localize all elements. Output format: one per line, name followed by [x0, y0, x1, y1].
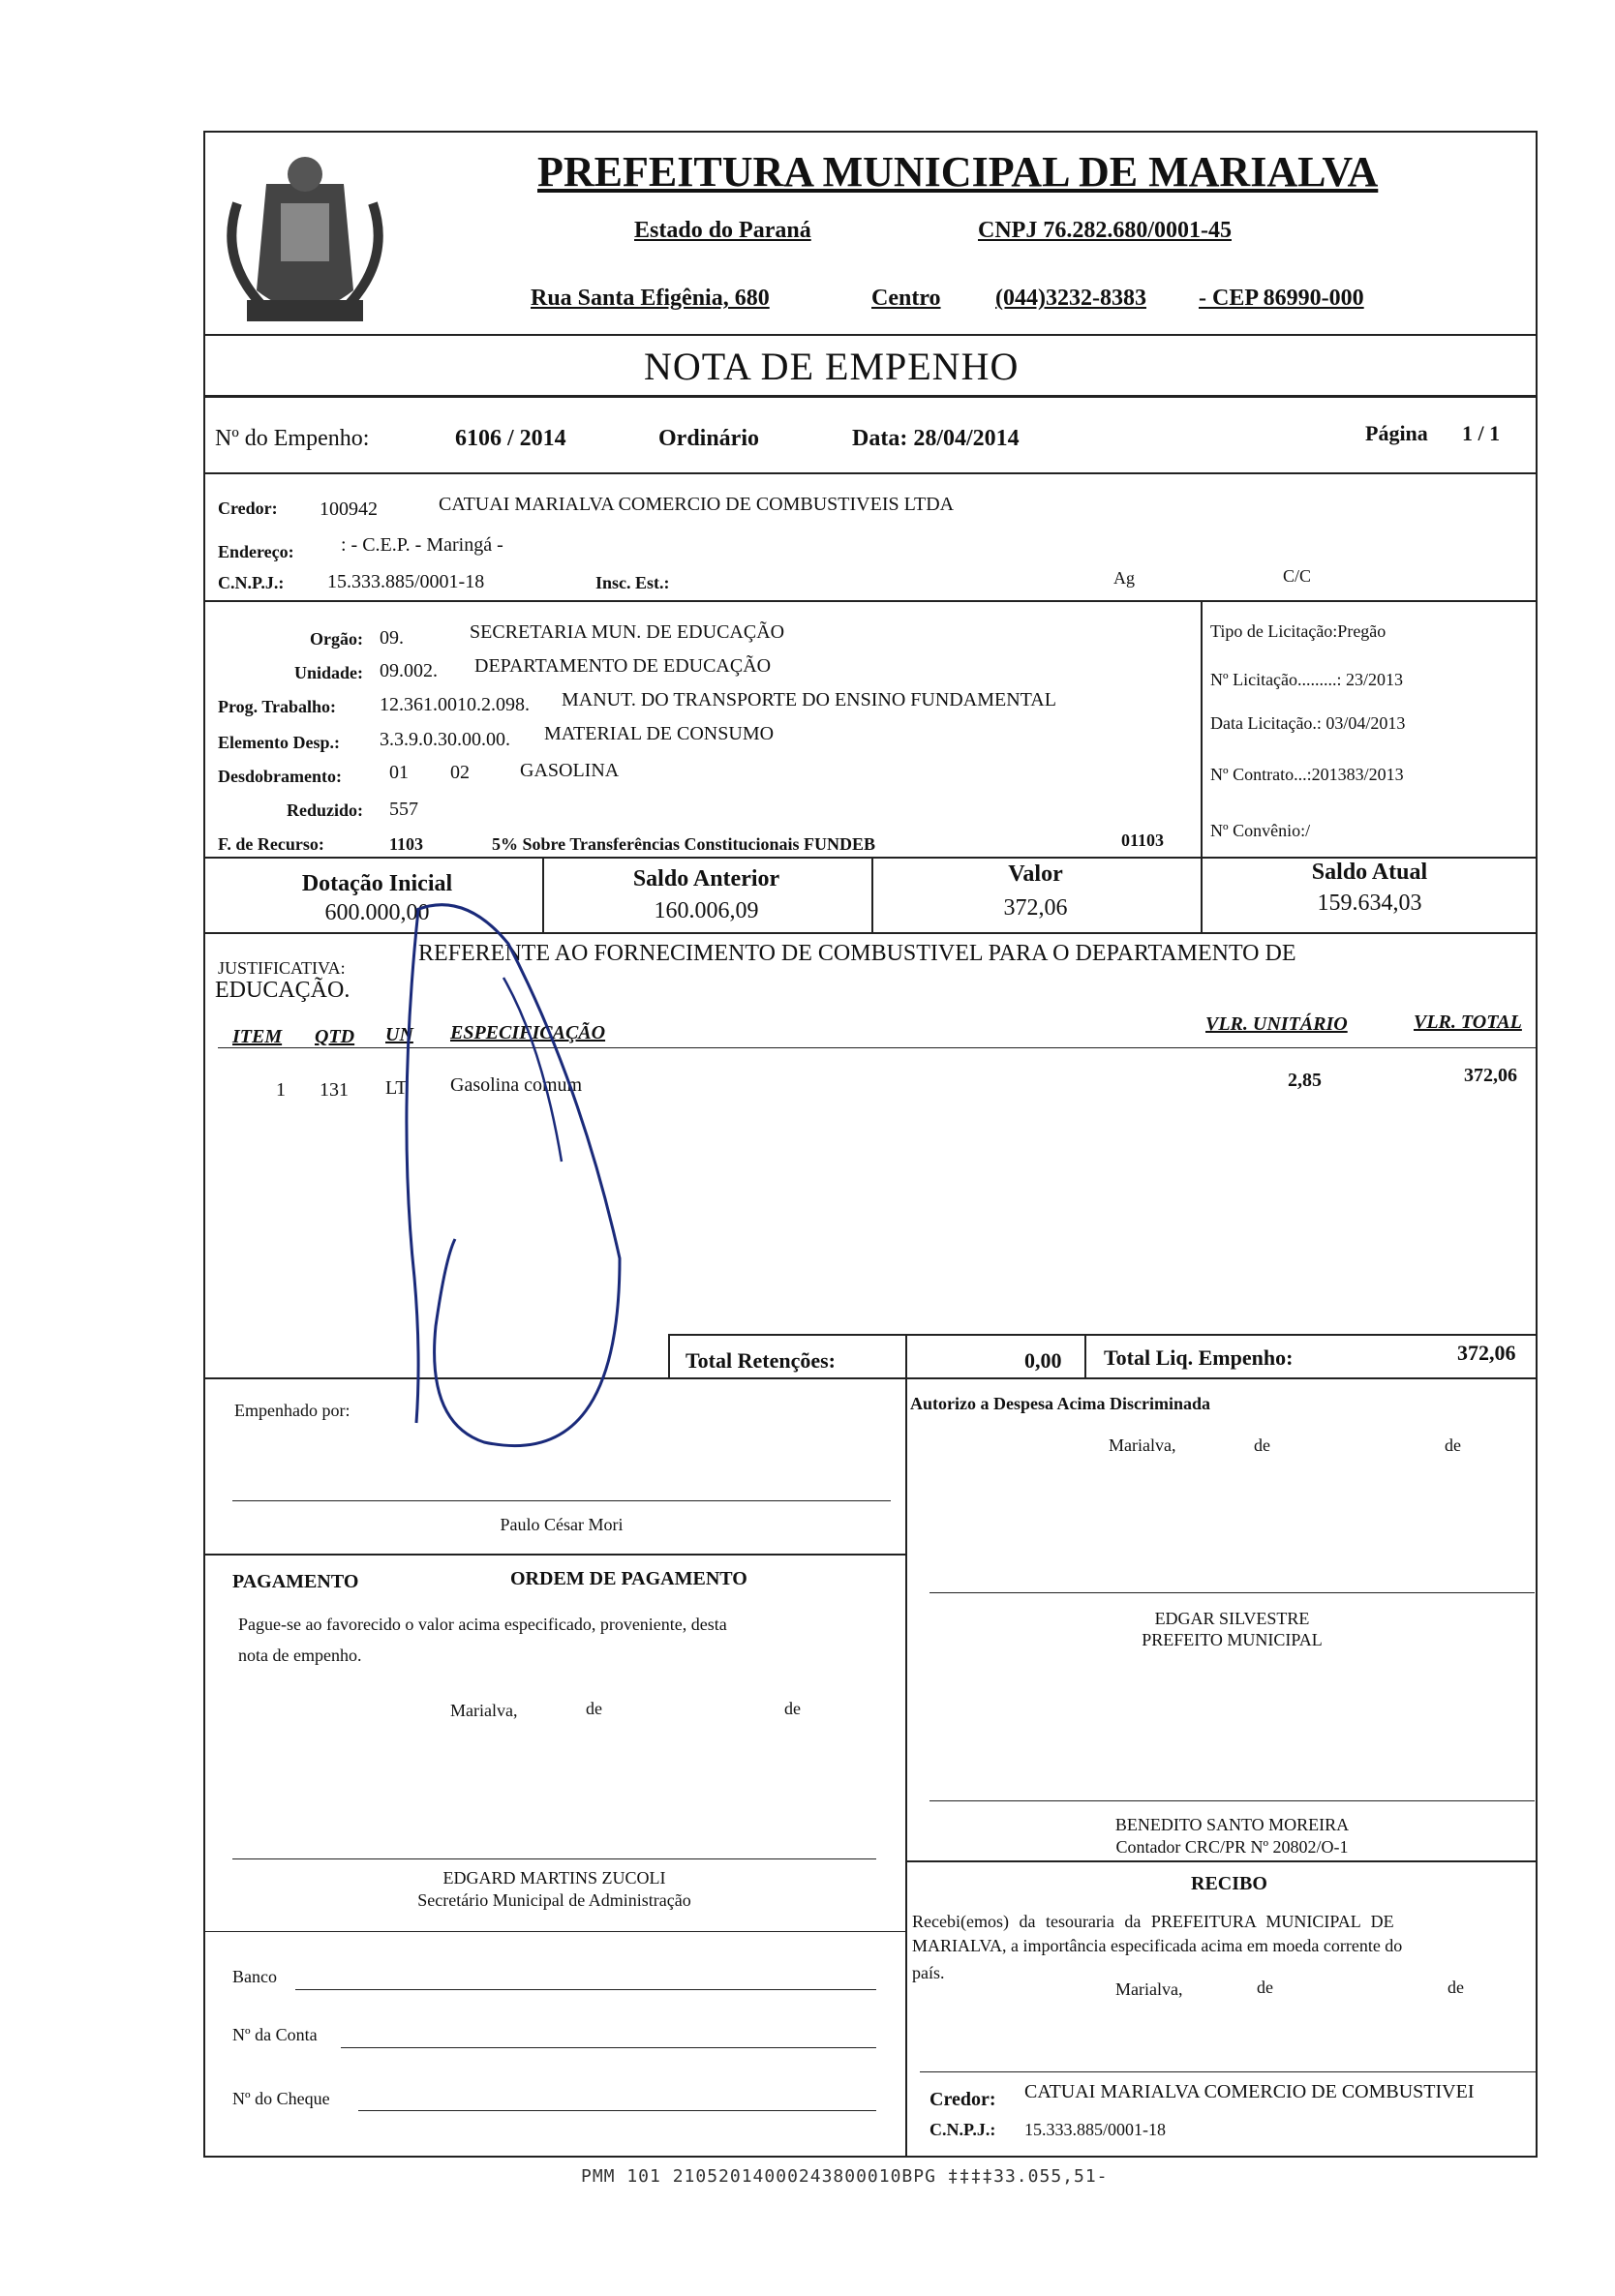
contador-name: BENEDITO SANTO MOREIRA — [1114, 1815, 1350, 1834]
divider — [668, 1334, 1538, 1336]
page-label: Página — [1365, 421, 1428, 445]
desd-label: Desdobramento: — [218, 767, 342, 786]
pague-de-2: de — [784, 1699, 801, 1718]
empenho-number: 6106 / 2014 — [455, 426, 566, 451]
cc-label: C/C — [1283, 566, 1312, 586]
row-spec: Gasolina comum — [450, 1074, 583, 1096]
licitacao-tipo: Tipo de Licitação:Pregão — [1210, 621, 1386, 641]
autorizo-place: Marialva, — [1109, 1435, 1176, 1455]
dotacao-label: Dotação Inicial — [301, 871, 453, 896]
divider — [203, 334, 1538, 336]
signature-line — [232, 1858, 876, 1859]
secretario-name: EDGARD MARTINS ZUCOLI — [442, 1868, 666, 1888]
anterior-value: 160.006,09 — [654, 898, 759, 923]
banco-label: Banco — [232, 1967, 277, 1986]
credor-code: 100942 — [320, 498, 378, 520]
credor-cnpj-label: C.N.P.J.: — [218, 573, 285, 592]
autorizo-text: Autorizo a Despesa Acima Discriminada — [910, 1394, 1210, 1413]
col-header-item: ITEM — [232, 1026, 283, 1047]
col-header-unit-price: VLR. UNITÁRIO — [1205, 1013, 1348, 1035]
retencoes-value: 0,00 — [1024, 1348, 1062, 1373]
elem-label: Elemento Desp.: — [218, 733, 340, 752]
row-unit-price: 2,85 — [1288, 1070, 1322, 1091]
orgao-code: 09. — [380, 627, 404, 649]
vertical-divider — [905, 1334, 907, 1377]
page-number: 1 / 1 — [1462, 421, 1501, 445]
recibo-text-1: Recebi(emos) da tesouraria da PREFEITURA MUNICIPAL DE — [912, 1912, 1394, 1931]
recibo-cnpj: 15.333.885/0001-18 — [1024, 2120, 1166, 2139]
recibo-text-2: MARIALVA, a importância especificada acima em moeda corrente do — [912, 1936, 1403, 1955]
total-liq-value: 372,06 — [1457, 1341, 1516, 1365]
empenho-label: Nº do Empenho: — [215, 426, 370, 451]
recibo-de-2: de — [1447, 1978, 1464, 1997]
retencoes-label: Total Retenções: — [686, 1348, 836, 1373]
prog-code: 12.361.0010.2.098. — [380, 694, 530, 715]
cheque-line — [358, 2110, 876, 2111]
contrato-number: Nº Contrato...:201383/2013 — [1210, 765, 1404, 784]
recibo-de-1: de — [1257, 1978, 1273, 1997]
valor-label: Valor — [1008, 861, 1063, 887]
recibo-credor-label: Credor: — [929, 2089, 996, 2110]
empenho-type: Ordinário — [658, 426, 760, 451]
address-value: : - C.E.P. - Maringá - — [341, 534, 503, 556]
row-un: LT — [385, 1077, 408, 1099]
col-header-total: VLR. TOTAL — [1414, 1012, 1522, 1033]
valor-value: 372,06 — [1003, 895, 1068, 921]
cheque-label: Nº do Cheque — [232, 2089, 330, 2108]
elem-name: MATERIAL DE CONSUMO — [544, 723, 775, 744]
pague-place: Marialva, — [450, 1701, 518, 1720]
prog-name: MANUT. DO TRANSPORTE DO ENSINO FUNDAMENTAL — [562, 689, 1056, 710]
divider — [203, 1931, 905, 1932]
recibo-place: Marialva, — [1115, 1979, 1183, 1999]
row-total: 372,06 — [1464, 1065, 1517, 1086]
empenho-date: Data: 28/04/2014 — [852, 426, 1020, 451]
vertical-divider — [1201, 600, 1203, 857]
handwritten-signature — [368, 871, 678, 1491]
empenhado-label: Empenhado por: — [234, 1401, 350, 1420]
orgao-label: Orgão: — [310, 629, 363, 649]
convenio-number: Nº Convênio:/ — [1210, 821, 1311, 840]
divider — [203, 857, 1538, 859]
row-qtd: 131 — [320, 1079, 349, 1101]
anterior-label: Saldo Anterior — [632, 866, 780, 891]
recibo-credor-name: CATUAI MARIALVA COMERCIO DE COMBUSTIVEI — [1024, 2081, 1475, 2102]
cep: - CEP 86990-000 — [1199, 286, 1364, 311]
conta-line — [341, 2047, 876, 2048]
credor-label: Credor: — [218, 498, 278, 518]
autorizo-de-1: de — [1254, 1435, 1270, 1455]
row-item: 1 — [276, 1079, 286, 1101]
divider — [203, 1554, 905, 1556]
conta-label: Nº da Conta — [232, 2025, 318, 2044]
recibo-heading: RECIBO — [1191, 1873, 1267, 1894]
autorizo-de-2: de — [1445, 1435, 1461, 1455]
footer-code: PMM 101 21052014000243800010BPG ‡‡‡‡33.055,51- — [581, 2166, 1109, 2187]
elem-code: 3.3.9.0.30.00.00. — [380, 729, 510, 750]
atual-label: Saldo Atual — [1311, 860, 1428, 885]
prefeito-name: EDGAR SILVESTRE — [1154, 1609, 1310, 1628]
signature-line — [929, 1592, 1535, 1593]
col-header-spec: ESPECIFICAÇÃO — [450, 1022, 606, 1043]
desd-name: GASOLINA — [520, 760, 620, 781]
justificativa-text: REFERENTE AO FORNECIMENTO DE COMBUSTIVEL PARA O DEPARTAMENTO DE — [418, 941, 1296, 966]
orgao-name: SECRETARIA MUN. DE EDUCAÇÃO — [470, 621, 785, 643]
unidade-name: DEPARTAMENTO DE EDUCAÇÃO — [474, 655, 772, 677]
recurso-label: F. de Recurso: — [218, 834, 324, 854]
address-label: Endereço: — [218, 542, 294, 561]
secretario-title: Secretário Municipal de Administração — [417, 1890, 691, 1910]
divider — [203, 472, 1538, 474]
empenhado-name: Paulo César Mori — [500, 1515, 624, 1534]
contador-title: Contador CRC/PR Nº 20802/O-1 — [1115, 1837, 1349, 1857]
city-cnpj: CNPJ 76.282.680/0001-45 — [978, 218, 1232, 243]
divider — [203, 600, 1538, 602]
ordem-heading: ORDEM DE PAGAMENTO — [510, 1568, 747, 1589]
dotacao-value: 600.000,00 — [324, 900, 430, 925]
recibo-cnpj-label: C.N.P.J.: — [929, 2120, 996, 2139]
credor-cnpj: 15.333.885/0001-18 — [327, 571, 485, 592]
recurso-name: 5% Sobre Transferências Constitucionais FUNDEB — [492, 834, 876, 854]
col-header-qtd: QTD — [315, 1026, 355, 1047]
document-title: NOTA DE EMPENHO — [644, 345, 1020, 388]
divider — [203, 395, 1538, 398]
licitacao-numero: Nº Licitação.........: 23/2013 — [1210, 670, 1404, 689]
licitacao-data: Data Licitação.: 03/04/2013 — [1210, 713, 1406, 733]
vertical-divider — [905, 1377, 907, 2158]
recibo-text-3: país. — [912, 1963, 945, 1982]
desd-a: 01 — [389, 762, 409, 783]
recurso-code: 1103 — [389, 834, 424, 854]
prog-label: Prog. Trabalho: — [218, 697, 337, 716]
reduzido-value: 557 — [389, 799, 418, 820]
prefeito-title: PREFEITO MUNICIPAL — [1142, 1630, 1323, 1649]
signature-line — [929, 1800, 1535, 1801]
city-hall-title: PREFEITURA MUNICIPAL DE MARIALVA — [537, 148, 1379, 196]
credor-name: CATUAI MARIALVA COMERCIO DE COMBUSTIVEIS LTDA — [439, 494, 955, 515]
pagamento-heading: PAGAMENTO — [232, 1571, 359, 1592]
signature-line — [232, 1500, 891, 1501]
district: Centro — [871, 286, 941, 311]
unidade-label: Unidade: — [293, 663, 363, 682]
justificativa-label: JUSTIFICATIVA: — [218, 958, 346, 978]
pague-text-2: nota de empenho. — [238, 1646, 362, 1665]
street-address: Rua Santa Efigênia, 680 — [531, 286, 770, 311]
divider — [920, 2071, 1538, 2072]
reduzido-label: Reduzido: — [286, 801, 363, 820]
desd-b: 02 — [450, 762, 470, 783]
state-name: Estado do Paraná — [634, 218, 811, 243]
phone: (044)3232-8383 — [995, 286, 1146, 311]
justificativa-text-2: EDUCAÇÃO. — [215, 978, 350, 1003]
divider — [905, 1860, 1538, 1862]
coat-of-arms — [208, 145, 402, 339]
ag-label: Ag — [1113, 568, 1135, 588]
total-liq-label: Total Liq. Empenho: — [1104, 1345, 1294, 1370]
vertical-divider — [1084, 1334, 1086, 1377]
pague-de-1: de — [586, 1699, 602, 1718]
recurso-code-2: 01103 — [1121, 831, 1165, 850]
banco-line — [295, 1989, 876, 1990]
col-header-un: UN — [385, 1024, 413, 1045]
unidade-code: 09.002. — [380, 660, 438, 681]
atual-value: 159.634,03 — [1317, 891, 1422, 916]
insc-est-label: Insc. Est.: — [595, 573, 670, 592]
pague-text-1: Pague-se ao favorecido o valor acima especificado, proveniente, desta — [238, 1615, 727, 1634]
